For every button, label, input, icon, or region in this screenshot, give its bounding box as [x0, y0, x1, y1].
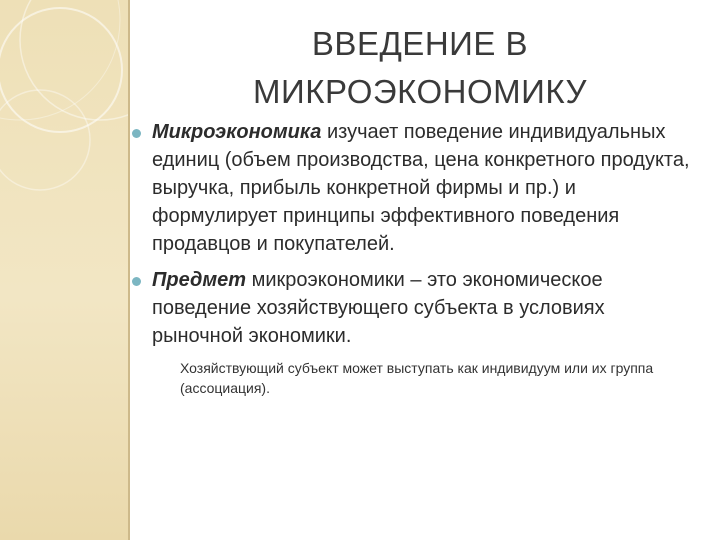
bullet-item [130, 118, 700, 258]
slide-title [160, 20, 680, 116]
bullet-text [152, 266, 700, 350]
bullet-dot-icon [132, 277, 141, 286]
bullet-text [152, 118, 700, 258]
bullet-term: Предмет [152, 269, 247, 291]
title-line-1: ВВЕДЕНИЕ В [311, 25, 529, 62]
decorative-arcs [0, 0, 128, 540]
bullet-item [130, 266, 700, 350]
slide-content [130, 118, 700, 398]
bullet-dot-icon [132, 129, 141, 138]
title-line-2: МИКРОЭКОНОМИКУ [253, 73, 587, 110]
bullet-term: Микроэкономика [152, 121, 322, 143]
bullet-body: микроэкономики – это экономическое поведение хозяйствующего субъекта в условиях рыночной экономики. [152, 269, 605, 347]
bullet-body: изучает поведение индивидуальных единиц (объем производства, цена конкретного продукта, выручка, прибыль конкретной фирмы и пр.) и формулирует принципы эффективного поведения продавцов и покупателей. [152, 121, 690, 255]
decorative-sidebar [0, 0, 128, 540]
footnote: Хозяйствующий субъект может выступать как индивидуум или их группа (ассоциация). [180, 360, 654, 396]
